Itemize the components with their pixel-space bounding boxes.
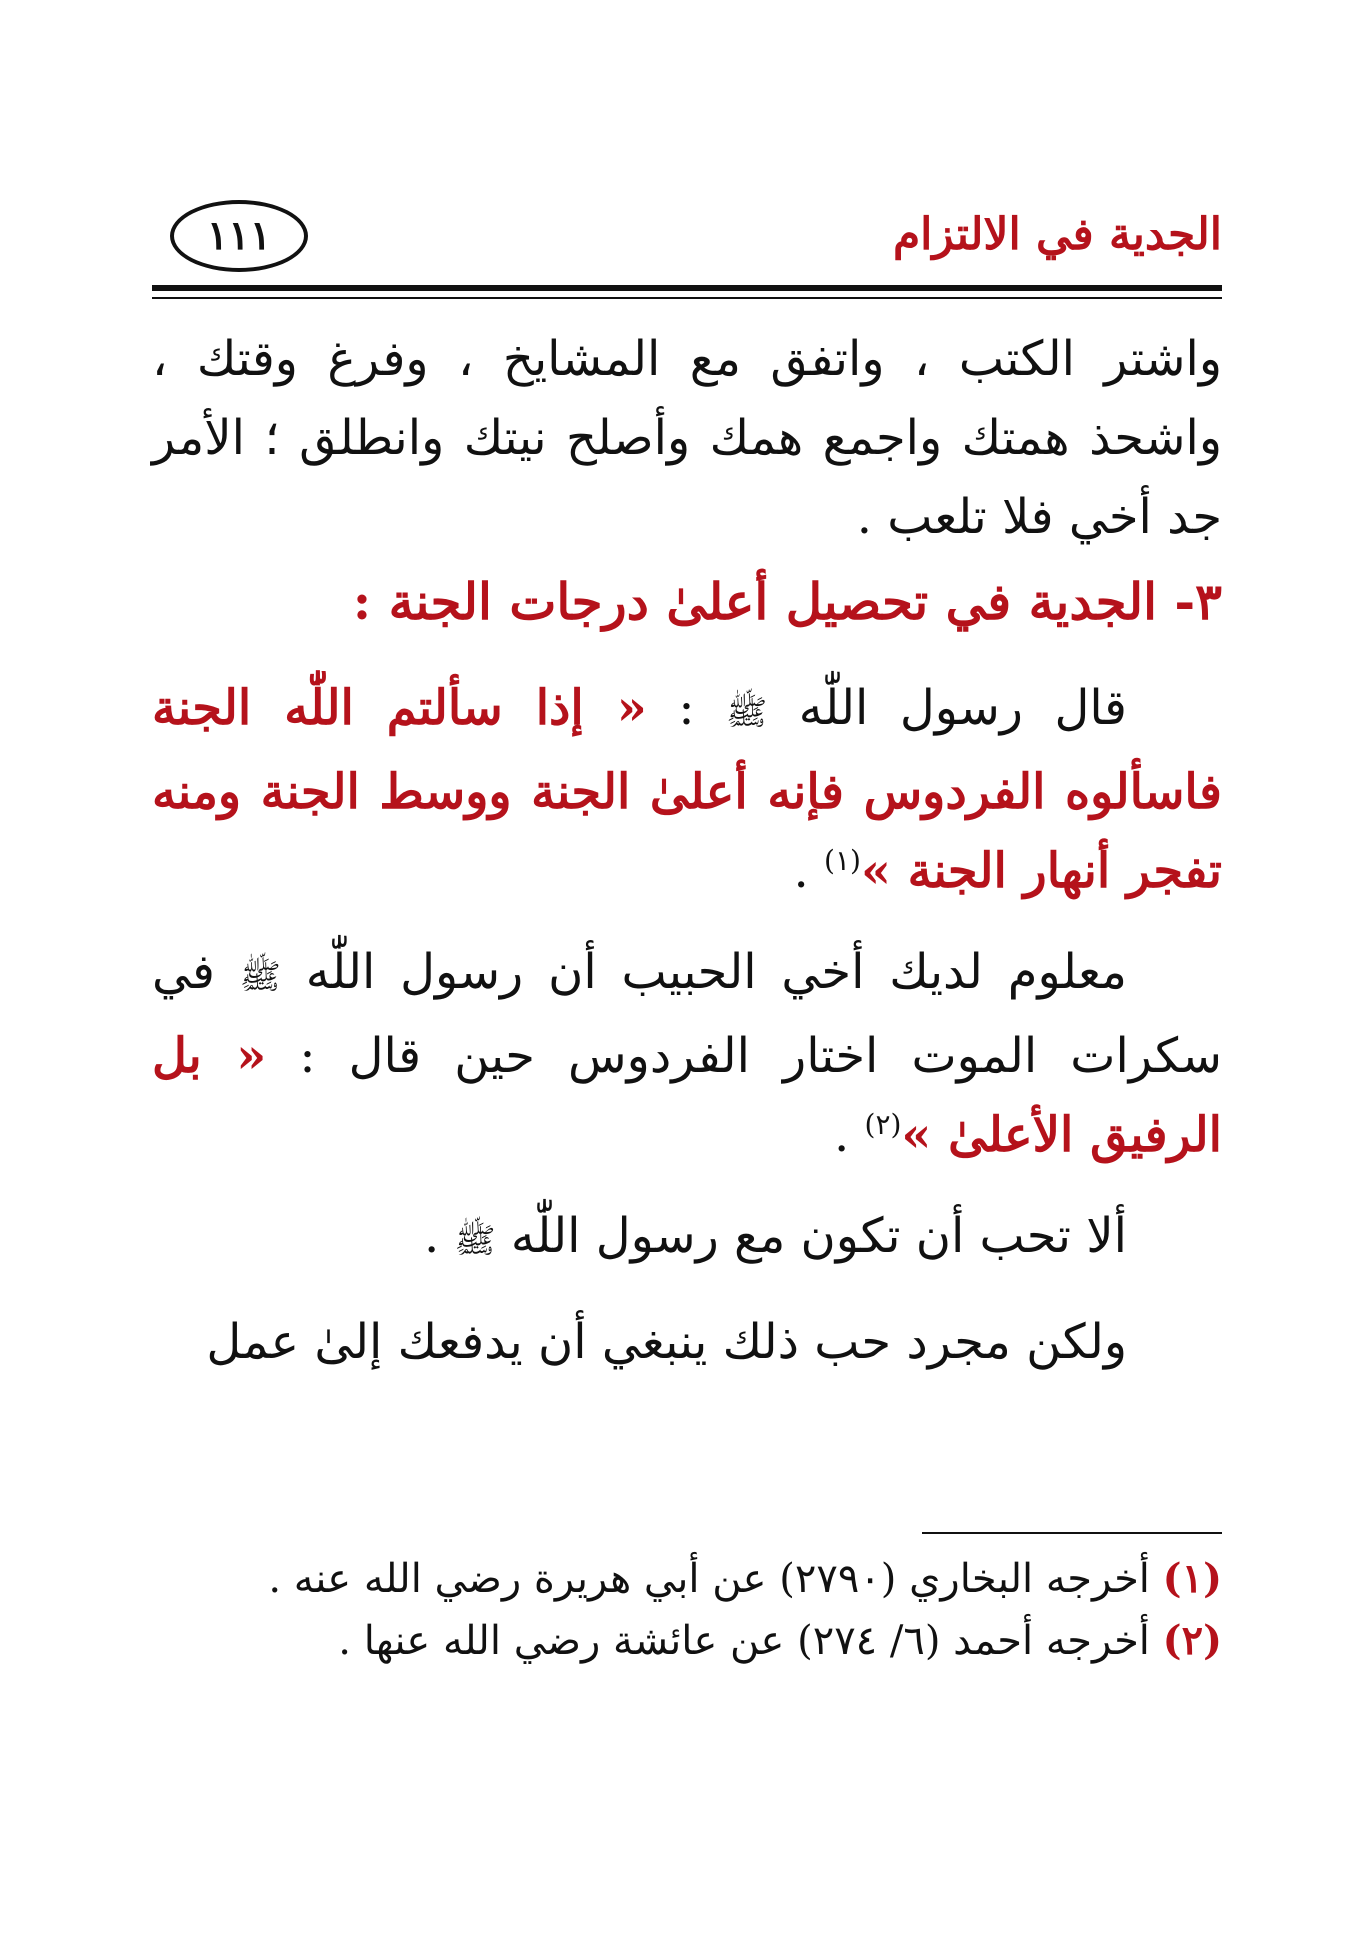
paragraph-1: واشتر الكتب ، واتفق مع المشايخ ، وفرغ وقتك ، واشحذ همتك واجمع همك وأصلح نيتك وانطلق ؛ الأمر جد أخي فلا تلعب .: [152, 331, 1222, 545]
main-text: [152, 320, 1222, 1382]
paragraph-3: [152, 933, 1222, 1175]
salawat-symbol: ﷺ: [454, 1221, 496, 1261]
paragraph-2-end: .: [793, 843, 825, 899]
salawat-symbol: ﷺ: [726, 693, 768, 733]
footnote-number: (٢): [1162, 1617, 1222, 1664]
salawat-symbol: ﷺ: [239, 957, 281, 997]
paragraph-4: [152, 1197, 1222, 1281]
running-title: الجدية في الالتزام: [892, 209, 1222, 260]
paragraph-4-text: ألا تحب أن تكون مع رسول اللّٰه: [495, 1208, 1127, 1264]
footnote-text: أخرجه البخاري (٢٧٩٠) عن أبي هريرة رضي الله عنه .: [268, 1556, 1163, 1602]
paragraph-5: ولكن مجرد حب ذلك ينبغي أن يدفعك إلىٰ عمل: [206, 1314, 1127, 1370]
paragraph-2-intro: قال رسول اللّٰه: [767, 680, 1127, 736]
footnote-text: أخرجه أحمد (٦/ ٢٧٤) عن عائشة رضي الله عنها .: [338, 1618, 1163, 1664]
page-header: [152, 190, 1222, 280]
prophet-quote: « بل الرفيق الأعلىٰ »: [152, 1028, 1222, 1163]
paragraph-4-end: .: [424, 1208, 455, 1264]
header-rule-thick: [152, 285, 1222, 291]
paragraph-3-end: .: [833, 1107, 865, 1163]
footnote-separator: [922, 1532, 1222, 1534]
paragraph-2-colon: :: [646, 680, 727, 736]
footnote-number: (١): [1162, 1555, 1222, 1602]
section-heading: ٣- الجدية في تحصيل أعلىٰ درجات الجنة :: [352, 572, 1222, 631]
paragraph-2: [152, 669, 1222, 911]
paragraph-3-text-2: في سكرات الموت اختار الفردوس حين قال :: [152, 944, 1223, 1084]
footnote-ref-2: (٢): [864, 1108, 902, 1141]
footnotes: [152, 1548, 1222, 1672]
page-number: ١١١: [170, 200, 308, 272]
header-rule-thin: [152, 297, 1222, 299]
hadith-quote: « إذا سألتم اللّٰه الجنة فاسألوه الفردوس فإنه أعلىٰ الجنة ووسط الجنة ومنه تفجر أنهار الجنة »: [152, 680, 1222, 899]
footnote-ref-1: (١): [824, 844, 861, 877]
paragraph-3-text: معلوم لديك أخي الحبيب أن رسول اللّٰه: [280, 944, 1127, 1000]
footnote-2: [152, 1610, 1222, 1672]
footnote-1: [152, 1548, 1222, 1610]
